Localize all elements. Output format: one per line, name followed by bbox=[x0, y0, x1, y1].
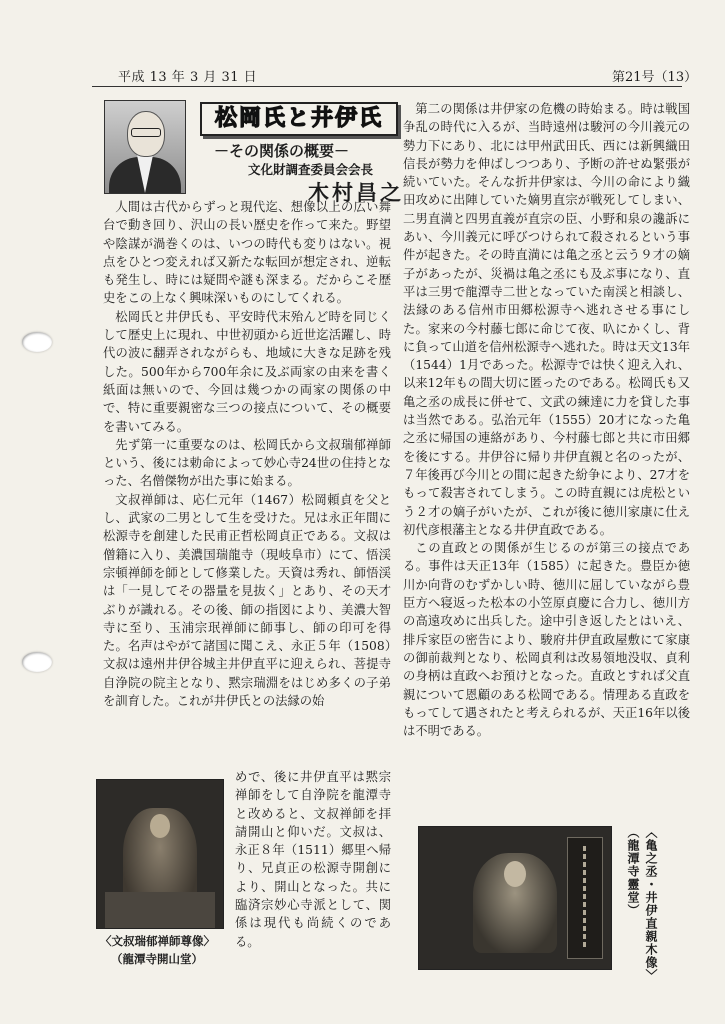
article-subtitle: －その関係の概要－ bbox=[214, 142, 350, 160]
paragraph: この直政との関係が生じるのが第三の接点である。事件は天正13年（1585）に起きた。豊臣か徳川か向背のむずかしい時、徳川に屈していながら豊臣方へ寝返った松本の小笠原貞慶に合力し、徳川方の高遠攻めに出兵した。途中引き返したとはいえ、排斥家臣の密告により、駿府井伊直政屋敷にて家康の御前裁判となり、松岡貞利は改易領地没収、貞利の身柄は直政へお預けとなった。直政とすれば父直親について恩顧のある松岡である。情理ある直政をもってして遇されたと考えられるが、天正16年以後は不明である。 bbox=[403, 541, 690, 739]
right-column bbox=[403, 100, 690, 740]
header-rule bbox=[92, 86, 682, 87]
paragraph: めで、後に井伊直平は黙宗禅師をして自浄院を龍潭寺と改めると、文叔禅師を拝請開山と仰いだ。文叔は、永正８年（1511）郷里へ帰り、兄貞正の松源寺開創により、開山となった。共に臨済宗妙心寺派として、関係は現代も尚続くのである。 bbox=[235, 770, 391, 949]
paragraph: 松岡氏と井伊氏も、平安時代末殆んど時を同じくして歴史上に現れ、中世初頭から近世迄活躍し、時代の波に翻弄されながらも、地域に大きな足跡を残した。500年から700年余に及ぶ両家の由来を書く紙面は無いので、今回は幾つかの両家の関係の中で、特に重要親密な三つの接点について、その概要を書いてみる。 bbox=[103, 309, 391, 434]
photo-caption: 〈文叔瑞郁禅師尊像〉 bbox=[100, 934, 215, 948]
paragraph: 人間は古代からずっと現代迄、想像以上の広い舞台で動き回り、沢山の長い歴史を作って来た。野望や陰謀が渦巻くのは、いつの時代も変りはない。視点をひとつ変えれば又新たな転回が想定され、逆転も発生し、時には疑問や謎も深まる。だからこそ歴史をこの上なく興味深いものにしてくれる。 bbox=[103, 200, 391, 306]
left-column bbox=[103, 198, 391, 710]
author-title: 文化財調査委員会会長 bbox=[248, 162, 374, 177]
issue-date: 平成 13 年 3 月 31 日 bbox=[118, 70, 258, 85]
naochika-statue-photo bbox=[418, 826, 612, 970]
photo-caption-location: （龍潭寺開山堂） bbox=[111, 952, 203, 966]
issue-number: 第21号（13） bbox=[612, 70, 698, 85]
author-portrait bbox=[104, 100, 186, 194]
article-title: 松岡氏と井伊氏 bbox=[214, 106, 383, 131]
monk-statue-photo bbox=[96, 779, 224, 929]
author-name: 木村昌之 bbox=[308, 181, 404, 205]
photo-caption-location: （龍潭寺靈堂） bbox=[626, 826, 640, 917]
punch-hole-bottom bbox=[22, 652, 52, 672]
left-column-continuation bbox=[235, 768, 391, 951]
paragraph: 先ず第一に重要なのは、松岡氏から文叔瑞郁禅師という、後には勅命によって妙心寺24世の住持となった、名僧傑物が出た事に始まる。 bbox=[103, 437, 391, 489]
paragraph: 文叔禅師は、応仁元年（1467）松岡頼貞を父とし、武家の二男として生を受けた。兄は永正年間に松源寺を創建した民甫正哲松岡貞正である。文叔は僧籍に入り、美濃国瑞龍寺（現岐阜市）にて、悟渓宗頓禅師を師として修業した。天資は秀れ、師悟渓は「一見してその器量を見抜く」とあり、その天才ぶりが識れる。その後、師の指図により、美濃大智寺に至り、玉浦宗珉禅師に師事し、師の印可を得た。名声はやがて諸国に聞こえ、永正５年（1508）文叔は遠州井伊谷城主井伊直平に迎えられ、菩提寺自浄院の院主となり、黙宗瑞淵をはじめ多くの子弟を訓育した。これが井伊氏との法縁の始 bbox=[103, 492, 391, 709]
photo-caption: 〈亀之丞・井伊直親木像〉 bbox=[644, 826, 658, 982]
punch-hole-top bbox=[22, 332, 52, 352]
title-box bbox=[200, 102, 398, 136]
paragraph: 第二の関係は井伊家の危機の時始まる。時は戦国争乱の時代に入るが、当時遠州は駿河の今川義元の勢力下にあり、北には甲州武田氏、西には新興織田信長が勢力を伸ばしつつあり、予断の許せぬ緊張が続いていた。そんな折井伊家は、今川の命により織田攻めに出陣していた嫡男直宗が戦死してしまい、二男直満と四男直義が直宗の臣、小野和泉の讒訴にあい、今川義元に呼びつけられて殺されるという事件が起きた。その時直満には亀之丞と云う９才の嫡子があったが、災禍は亀之丞にも及ぶ事になり、直平は三男で龍潭寺二世となっていた南渓と相談し、法縁のある信州市田郷松源寺へ逃れさせる事にした。家来の今村藤七郎に命じて夜、叺にかくし、背に負って山道を信州松源寺へ逃れた。時は天文13年（1544）1月であった。松源寺では快く迎え入れ、以来12年もの間大切に匿ったのである。松岡氏も又亀之丞の成長に併せて、文武の練達に力を貸した事は当然である。弘治元年（1555）20才になった亀之丞に帰国の連絡があり、今村藤七郎と共に市田郷を後にする。井伊谷に帰り井伊直親と名のったが、７年後再び今川との間に起きた紛争により、27才をもって殺害されてしまう。この時直親には虎松という２才の嫡子がいたが、これが後に徳川家康に仕え初代彦根藩主となる井伊直政である。 bbox=[403, 102, 690, 537]
